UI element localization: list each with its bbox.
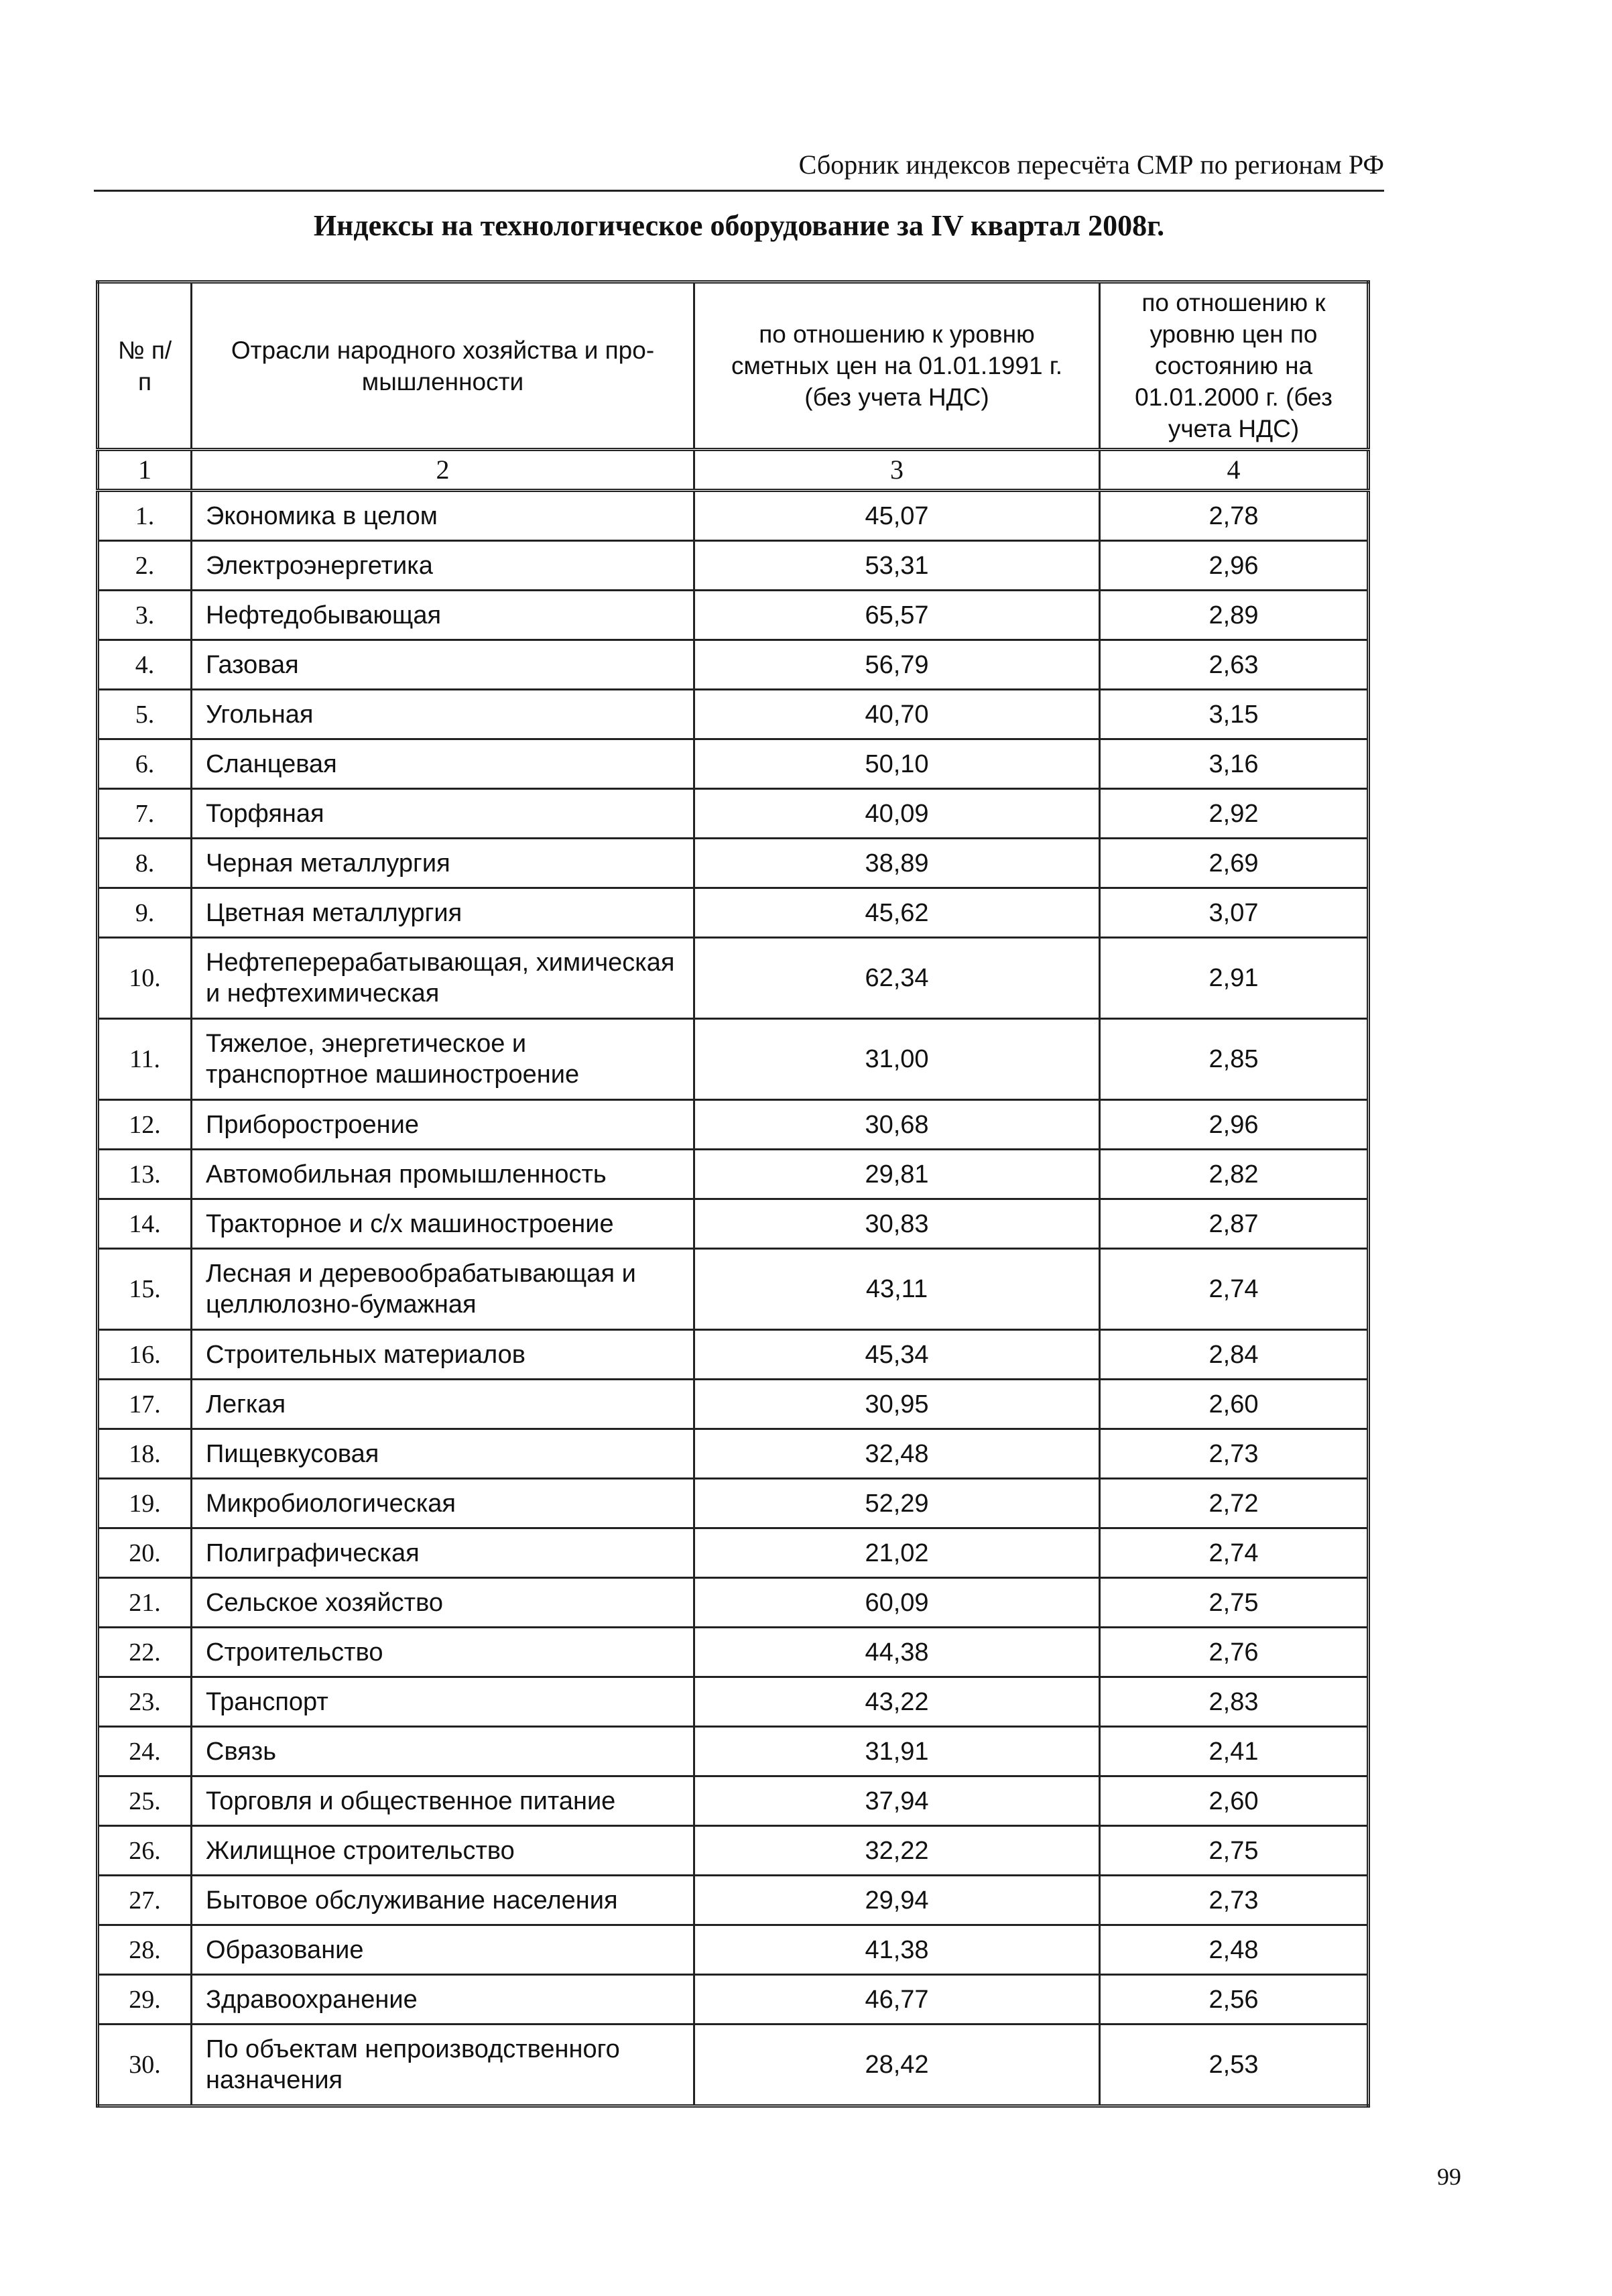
row-number: 9.: [98, 888, 192, 938]
industry-name: Цветная металлургия: [192, 888, 694, 938]
row-number: 3.: [98, 591, 192, 640]
indices-table: [96, 280, 1370, 2108]
table-row: [98, 1429, 1369, 1479]
table-row: [98, 1826, 1369, 1876]
index-2000-value: 2,83: [1100, 1677, 1369, 1727]
row-number: 17.: [98, 1380, 192, 1429]
index-2000-value: 2,48: [1100, 1925, 1369, 1975]
industry-name: Сельское хозяйство: [192, 1578, 694, 1628]
table-row: [98, 1876, 1369, 1925]
table-row: [98, 1578, 1369, 1628]
table-header-row: [98, 282, 1369, 450]
index-1991-value: 45,07: [694, 491, 1100, 541]
row-number: 6.: [98, 739, 192, 789]
row-number: 29.: [98, 1975, 192, 2025]
row-number: 27.: [98, 1876, 192, 1925]
table-row: [98, 1727, 1369, 1776]
index-1991-value: 29,94: [694, 1876, 1100, 1925]
table-row: [98, 839, 1369, 888]
industry-name: Легкая: [192, 1380, 694, 1429]
index-2000-value: 2,84: [1100, 1330, 1369, 1380]
index-2000-value: 2,73: [1100, 1429, 1369, 1479]
row-number: 12.: [98, 1100, 192, 1150]
page-number: 99: [1437, 2163, 1461, 2190]
table-row: [98, 1380, 1369, 1429]
index-1991-value: 28,42: [694, 2025, 1100, 2106]
index-2000-value: 2,82: [1100, 1150, 1369, 1199]
index-1991-value: 37,94: [694, 1776, 1100, 1826]
index-1991-value: 45,62: [694, 888, 1100, 938]
page-title: Индексы на технологическое оборудование за IV квартал 2008г.: [313, 209, 1165, 242]
industry-name: Строительство: [192, 1628, 694, 1677]
table-row: [98, 1677, 1369, 1727]
row-number: 8.: [98, 839, 192, 888]
table-row: [98, 1975, 1369, 2025]
table-row: [98, 1479, 1369, 1528]
col-header-index-2000: по отношению к уровню цен по состоянию на 01.01.2000 г. (без учета НДС): [1100, 282, 1369, 450]
table-row: [98, 1528, 1369, 1578]
column-number-row: [98, 450, 1369, 491]
index-2000-value: 2,76: [1100, 1628, 1369, 1677]
industry-name: Строительных материалов: [192, 1330, 694, 1380]
row-number: 13.: [98, 1150, 192, 1199]
index-1991-value: 52,29: [694, 1479, 1100, 1528]
industry-name: Транспорт: [192, 1677, 694, 1727]
row-number: 15.: [98, 1249, 192, 1330]
row-number: 22.: [98, 1628, 192, 1677]
table-row: [98, 491, 1369, 541]
index-2000-value: 2,41: [1100, 1727, 1369, 1776]
index-2000-value: 3,07: [1100, 888, 1369, 938]
index-1991-value: 65,57: [694, 591, 1100, 640]
table-row: [98, 888, 1369, 938]
industry-name: Тракторное и с/х машиностроение: [192, 1199, 694, 1249]
index-1991-value: 30,68: [694, 1100, 1100, 1150]
industry-name: Пищевкусовая: [192, 1429, 694, 1479]
index-1991-value: 31,91: [694, 1727, 1100, 1776]
industry-name: Связь: [192, 1727, 694, 1776]
table-row: [98, 1100, 1369, 1150]
row-number: 11.: [98, 1019, 192, 1100]
index-2000-value: 2,78: [1100, 491, 1369, 541]
index-1991-value: 43,22: [694, 1677, 1100, 1727]
index-2000-value: 2,75: [1100, 1578, 1369, 1628]
row-number: 19.: [98, 1479, 192, 1528]
index-2000-value: 2,53: [1100, 2025, 1369, 2106]
col-header-industry: Отрасли народного хозяйства и про-мышленности: [192, 282, 694, 450]
index-2000-value: 3,15: [1100, 690, 1369, 739]
table-row: [98, 1199, 1369, 1249]
table-row: [98, 1019, 1369, 1100]
index-1991-value: 53,31: [694, 541, 1100, 591]
index-1991-value: 38,89: [694, 839, 1100, 888]
industry-name: Торговля и общественное питание: [192, 1776, 694, 1826]
row-number: 1.: [98, 491, 192, 541]
index-1991-value: 43,11: [694, 1249, 1100, 1330]
index-2000-value: 2,96: [1100, 541, 1369, 591]
index-1991-value: 40,09: [694, 789, 1100, 839]
industry-name: Угольная: [192, 690, 694, 739]
col-header-index-1991: по отношению к уровню сметных цен на 01.01.1991 г. (без учета НДС): [694, 282, 1100, 450]
row-number: 7.: [98, 789, 192, 839]
column-number: 4: [1100, 450, 1369, 491]
table-row: [98, 640, 1369, 690]
table-row: [98, 541, 1369, 591]
table-row: [98, 1330, 1369, 1380]
column-number: 1: [98, 450, 192, 491]
index-2000-value: 2,60: [1100, 1776, 1369, 1826]
index-2000-value: 2,72: [1100, 1479, 1369, 1528]
row-number: 23.: [98, 1677, 192, 1727]
industry-name: Торфяная: [192, 789, 694, 839]
industry-name: Электроэнергетика: [192, 541, 694, 591]
table-row: [98, 1776, 1369, 1826]
table-row: [98, 2025, 1369, 2106]
index-2000-value: 2,74: [1100, 1528, 1369, 1578]
row-number: 10.: [98, 938, 192, 1019]
industry-name: Черная металлургия: [192, 839, 694, 888]
col-header-number: № п/п: [98, 282, 192, 450]
industry-name: Бытовое обслуживание населения: [192, 1876, 694, 1925]
column-number: 2: [192, 450, 694, 491]
index-2000-value: 3,16: [1100, 739, 1369, 789]
row-number: 16.: [98, 1330, 192, 1380]
row-number: 21.: [98, 1578, 192, 1628]
index-1991-value: 32,48: [694, 1429, 1100, 1479]
index-1991-value: 29,81: [694, 1150, 1100, 1199]
index-1991-value: 46,77: [694, 1975, 1100, 2025]
table-row: [98, 690, 1369, 739]
industry-name: Нефтедобывающая: [192, 591, 694, 640]
industry-name: Микробиологическая: [192, 1479, 694, 1528]
row-number: 14.: [98, 1199, 192, 1249]
index-1991-value: 30,95: [694, 1380, 1100, 1429]
table-row: [98, 1249, 1369, 1330]
column-number: 3: [694, 450, 1100, 491]
index-2000-value: 2,89: [1100, 591, 1369, 640]
row-number: 18.: [98, 1429, 192, 1479]
industry-name: Полиграфическая: [192, 1528, 694, 1578]
industry-name: Автомобильная промышленность: [192, 1150, 694, 1199]
index-2000-value: 2,85: [1100, 1019, 1369, 1100]
industry-name: Тяжелое, энергетическое и транспортное машиностроение: [192, 1019, 694, 1100]
industry-name: По объектам непроизводственного назначения: [192, 2025, 694, 2106]
index-2000-value: 2,96: [1100, 1100, 1369, 1150]
industry-name: Лесная и деревообрабатывающая и целлюлозно-бумажная: [192, 1249, 694, 1330]
index-2000-value: 2,60: [1100, 1380, 1369, 1429]
index-1991-value: 32,22: [694, 1826, 1100, 1876]
running-header: Сборник индексов пересчёта СМР по регионам РФ: [798, 149, 1384, 180]
index-2000-value: 2,74: [1100, 1249, 1369, 1330]
table-row: [98, 591, 1369, 640]
index-2000-value: 2,56: [1100, 1975, 1369, 2025]
index-2000-value: 2,63: [1100, 640, 1369, 690]
industry-name: Сланцевая: [192, 739, 694, 789]
index-2000-value: 2,91: [1100, 938, 1369, 1019]
industry-name: Приборостроение: [192, 1100, 694, 1150]
industry-name: Жилищное строительство: [192, 1826, 694, 1876]
table-row: [98, 789, 1369, 839]
row-number: 25.: [98, 1776, 192, 1826]
index-1991-value: 50,10: [694, 739, 1100, 789]
row-number: 4.: [98, 640, 192, 690]
index-1991-value: 60,09: [694, 1578, 1100, 1628]
row-number: 28.: [98, 1925, 192, 1975]
table-row: [98, 1150, 1369, 1199]
row-number: 5.: [98, 690, 192, 739]
row-number: 20.: [98, 1528, 192, 1578]
industry-name: Нефтеперерабатывающая, химическая и нефтехимическая: [192, 938, 694, 1019]
index-1991-value: 30,83: [694, 1199, 1100, 1249]
table-row: [98, 1925, 1369, 1975]
index-2000-value: 2,87: [1100, 1199, 1369, 1249]
index-2000-value: 2,73: [1100, 1876, 1369, 1925]
row-number: 26.: [98, 1826, 192, 1876]
table-row: [98, 739, 1369, 789]
index-1991-value: 56,79: [694, 640, 1100, 690]
index-1991-value: 45,34: [694, 1330, 1100, 1380]
index-2000-value: 2,75: [1100, 1826, 1369, 1876]
industry-name: Газовая: [192, 640, 694, 690]
row-number: 24.: [98, 1727, 192, 1776]
industry-name: Образование: [192, 1925, 694, 1975]
index-1991-value: 44,38: [694, 1628, 1100, 1677]
industry-name: Здравоохранение: [192, 1975, 694, 2025]
row-number: 30.: [98, 2025, 192, 2106]
index-1991-value: 21,02: [694, 1528, 1100, 1578]
index-1991-value: 62,34: [694, 938, 1100, 1019]
industry-name: Экономика в целом: [192, 491, 694, 541]
index-2000-value: 2,69: [1100, 839, 1369, 888]
index-1991-value: 41,38: [694, 1925, 1100, 1975]
table-row: [98, 938, 1369, 1019]
index-2000-value: 2,92: [1100, 789, 1369, 839]
index-1991-value: 40,70: [694, 690, 1100, 739]
header-rule: [94, 190, 1384, 192]
row-number: 2.: [98, 541, 192, 591]
index-1991-value: 31,00: [694, 1019, 1100, 1100]
table-row: [98, 1628, 1369, 1677]
